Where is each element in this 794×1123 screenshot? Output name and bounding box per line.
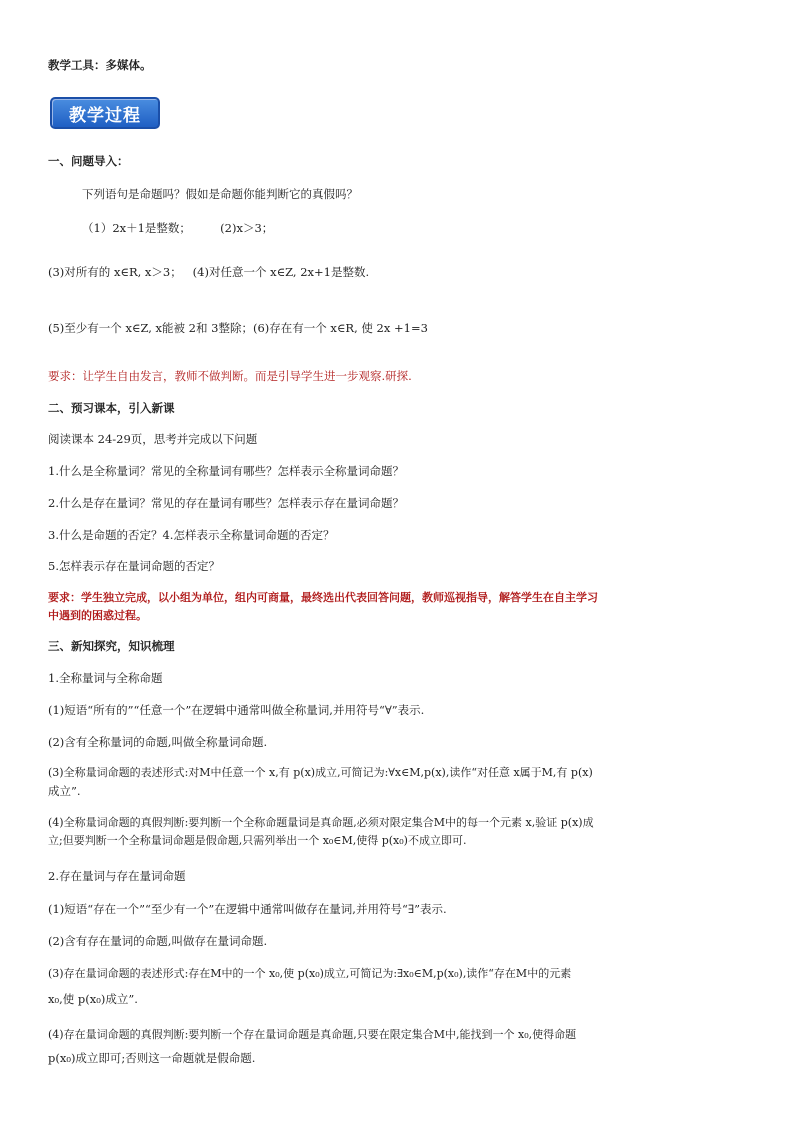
section1-requirement: 要求：让学生自由发言，教师不做判断。而是引导学生进一步观察.研探. — [48, 369, 412, 383]
section3-item-1-4a: (4)全称量词命题的真假判断:要判断一个全称命题量词是真命题,必须对限定集合M中的每一个元素 x,验证 p(x)成 — [48, 816, 594, 829]
section3-item-2-3b: x₀,使 p(x₀)成立”. — [48, 992, 138, 1006]
section3-item-2-2: (2)含有存在量词的命题,叫做存在量词命题. — [48, 934, 268, 948]
section3-item-2-4a: (4)存在量词命题的真假判断:要判断一个存在量词命题是真命题,只要在限定集合M中,能找到一个 x₀,使得命题 — [48, 1028, 577, 1041]
section1-items-1-2: （1）2x＋1是整数； (2)x＞3； — [82, 221, 274, 235]
section2-q3: 3.什么是命题的否定？4.怎样表示全称量词命题的否定？ — [48, 528, 335, 542]
section2-title: 二、预习课本，引入新课 — [48, 401, 175, 415]
section3-item-1-4b: 立;但要判断一个全称量词命题是假命题,只需列举出一个 x₀∈M,使得 p(x₀)不成立即可. — [48, 834, 467, 847]
section1-items-3-4: (3)对所有的 x∈R, x＞3； (4)对任意一个 x∈Z, 2x+1是整数. — [48, 265, 370, 279]
teaching-process-badge: 教学过程 — [50, 97, 160, 129]
section2-q2: 2.什么是存在量词？常见的存在量词有哪些？怎样表示存在量词命题？ — [48, 496, 404, 510]
section3-item-1-3b: 成立”. — [48, 784, 81, 798]
section2-read: 阅读课本 24-29页，思考并完成以下问题 — [48, 432, 258, 446]
section3-item-2-1: (1)短语“存在一个”“至少有一个”在逻辑中通常叫做存在量词,并用符号“∃”表示. — [48, 902, 447, 916]
section2-requirement-line2: 中遇到的困惑过程。 — [48, 609, 147, 622]
section3-title: 三、新知探究，知识梳理 — [48, 639, 175, 653]
section1-intro: 下列语句是命题吗？假如是命题你能判断它的真假吗？ — [82, 187, 358, 201]
section2-requirement-line1: 要求：学生独立完成，以小组为单位，组内可商量，最终选出代表回答问题，教师巡视指导，解答学生在自主学习 — [48, 591, 598, 604]
section3-item-2-4b: p(x₀)成立即可;否则这一命题就是假命题. — [48, 1051, 256, 1065]
section2-q1: 1.什么是全称量词？常见的全称量词有哪些？怎样表示全称量词命题？ — [48, 464, 404, 478]
section3-heading-1: 1.全称量词与全称命题 — [48, 671, 163, 685]
section3-item-1-2: (2)含有全称量词的命题,叫做全称量词命题. — [48, 735, 268, 749]
section3-heading-2: 2.存在量词与存在量词命题 — [48, 869, 186, 883]
section2-q5: 5.怎样表示存在量词命题的否定？ — [48, 559, 220, 573]
section3-item-1-1: (1)短语“所有的”“任意一个”在逻辑中通常叫做全称量词,并用符号“∀”表示. — [48, 703, 425, 717]
section3-item-1-3a: (3)全称量词命题的表述形式:对M中任意一个 x,有 p(x)成立,可简记为:∀x∈M,p(x),读作“对任意 x属于M,有 p(x) — [48, 766, 593, 779]
teaching-tools-line: 教学工具：多媒体。 — [48, 58, 152, 72]
section1-title: 一、问题导入： — [48, 154, 129, 168]
section1-items-5-6: (5)至少有一个 x∈Z, x能被 2和 3整除；(6)存在有一个 x∈R, 使 2x +1=3 — [48, 321, 428, 335]
section3-item-2-3a: (3)存在量词命题的表述形式:存在M中的一个 x₀,使 p(x₀)成立,可简记为:∃x₀∈M,p(x₀),读作“存在M中的元素 — [48, 967, 572, 980]
